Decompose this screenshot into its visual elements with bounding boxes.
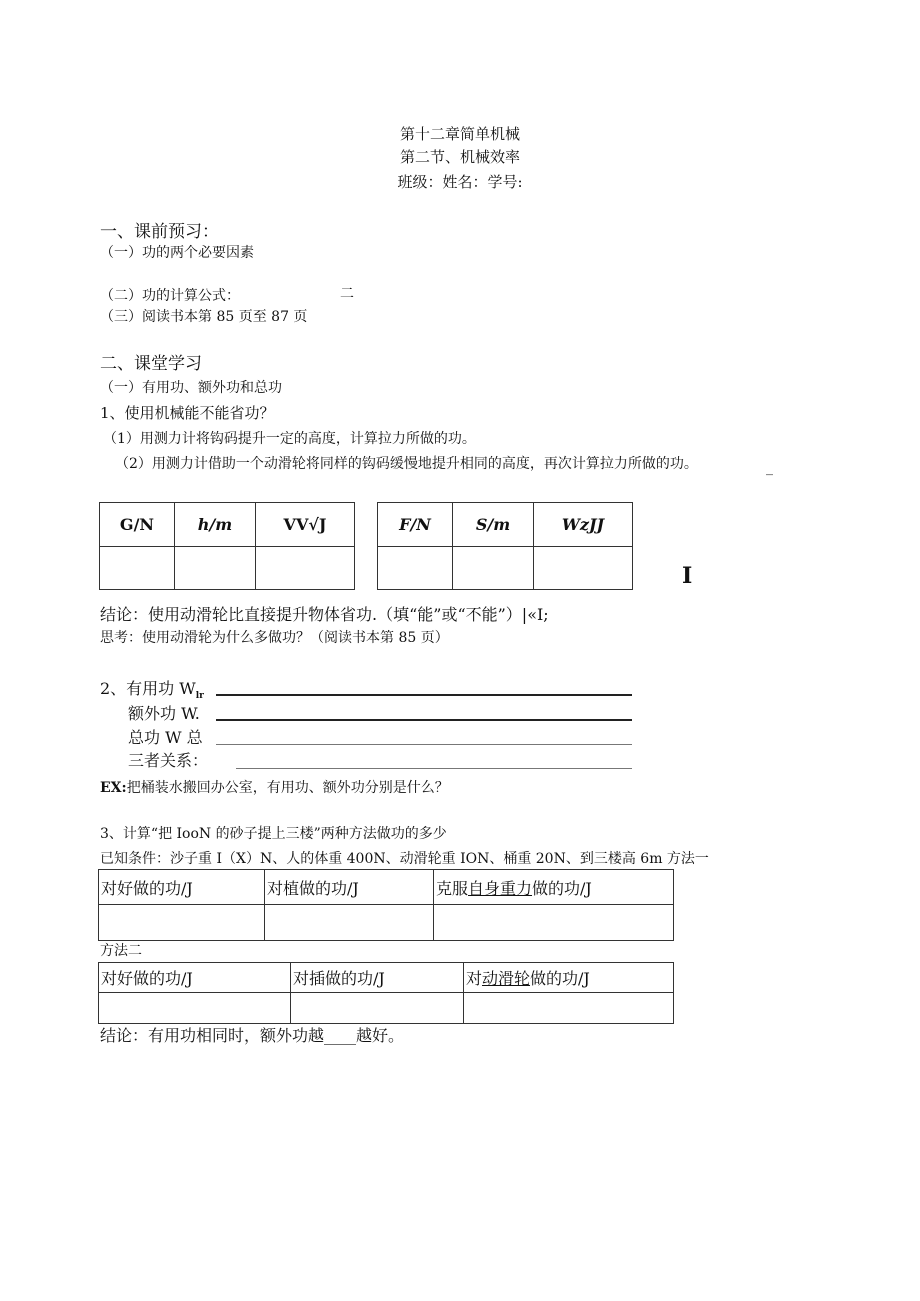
- method2-header-2: 对插做的功/J: [291, 963, 464, 993]
- method1-cell-1[interactable]: [99, 905, 265, 941]
- think-question: 思考：使用动滑轮为什么多做功？（阅读书本第 85 页）: [100, 630, 449, 646]
- example-label: EX:: [100, 780, 127, 796]
- stray-mark: I: [682, 563, 693, 589]
- part1-q3: （三）阅读书本第 85 页至 87 页: [100, 309, 308, 325]
- extra-work-blank[interactable]: [216, 719, 632, 721]
- part2-q1: 1、使用机械能不能省功？: [100, 404, 275, 422]
- method2-label: 方法二: [100, 943, 142, 959]
- relation-blank[interactable]: [236, 768, 632, 769]
- table1-header-w: VV√J: [256, 503, 355, 547]
- method2-header-3: [464, 963, 674, 993]
- method1-header-1: 对好做的功/J: [99, 870, 265, 905]
- table2-header-w: WzJJ: [534, 503, 633, 547]
- method1-cell-2[interactable]: [265, 905, 434, 941]
- measure-table-2: [377, 502, 633, 590]
- total-work-label: 总功 W 总: [128, 728, 203, 747]
- student-info-line: 班级：姓名：学号:: [397, 173, 523, 191]
- method2-cell-1[interactable]: [99, 993, 291, 1024]
- method2-cell-3[interactable]: [464, 993, 674, 1024]
- table2-header-f: F/N: [378, 503, 453, 547]
- total-work-blank[interactable]: [216, 744, 632, 745]
- useful-work-subscript: lr: [195, 691, 204, 702]
- relation-label: 三者关系：: [128, 751, 209, 770]
- part1-title: 一、课前预习：: [100, 222, 219, 242]
- table2-cell-f[interactable]: [378, 547, 453, 590]
- method1-cell-3[interactable]: [434, 905, 674, 941]
- example-text: 把桶装水搬回办公室，有用功、额外功分别是什么？: [126, 780, 449, 796]
- useful-work-text: 2、有用功 W: [100, 679, 196, 698]
- measure-table-1: [99, 502, 355, 590]
- method1-header-2: 对植做的功/J: [265, 870, 434, 905]
- table2-cell-w[interactable]: [534, 547, 633, 590]
- table1-cell-h[interactable]: [175, 547, 256, 590]
- part1-q1: （一）功的两个必要因素: [100, 245, 254, 261]
- method1-header-3-post: 做的功/J: [532, 878, 592, 898]
- part2-title: 二、课堂学习: [100, 354, 202, 374]
- conclusion-2: 结论：有用功相同时，额外功越____越好。: [100, 1026, 405, 1045]
- extra-work-label: 额外功 W.: [128, 704, 200, 723]
- table1-cell-g[interactable]: [100, 547, 175, 590]
- part2-q1b: （2）用测力计借助一个动滑轮将同样的钩码缓慢地提升相同的高度，再次计算拉力所做的功。: [115, 456, 698, 472]
- part2-sub1: （一）有用功、额外功和总功: [100, 380, 282, 396]
- table1-cell-w[interactable]: [256, 547, 355, 590]
- method2-header-3-post: 做的功/J: [530, 969, 590, 988]
- table1-header-g: G/N: [100, 503, 175, 547]
- conclusion-1: 结论：使用动滑轮比直接提升物体省功.（填“能”或“不能”）|«I;: [100, 605, 549, 624]
- table2-header-s: S/m: [453, 503, 534, 547]
- known-conditions: 已知条件：沙子重 I（X）N、人的体重 400N、动滑轮重 ION、桶重 20N、到三楼高 6m 方法一: [100, 851, 709, 867]
- example-question: [100, 780, 449, 797]
- chapter-title: 第十二章简单机械: [399, 125, 520, 143]
- useful-work-label: [100, 679, 204, 702]
- part2-q1a: （1）用测力计将钩码提升一定的高度，计算拉力所做的功。: [103, 431, 476, 447]
- useful-work-blank[interactable]: [216, 694, 632, 696]
- section-title: 第二节、机械效率: [399, 148, 520, 166]
- part2-q1b-tail: _: [766, 460, 773, 476]
- table1-header-h: h/m: [175, 503, 256, 547]
- part2-q3: 3、计算“把 IooN 的砂子提上三楼”两种方法做功的多少: [100, 826, 447, 842]
- method1-table: [98, 869, 674, 941]
- table2-cell-s[interactable]: [453, 547, 534, 590]
- method1-header-3-pre: 克服: [436, 878, 469, 898]
- part1-q2: （二）功的计算公式：: [100, 288, 240, 304]
- method1-header-3-underlined: 自身重力: [468, 878, 533, 898]
- method2-table: [98, 962, 674, 1024]
- part1-q2-blank: 二: [340, 286, 354, 302]
- method2-header-3-underlined: 动滑轮: [482, 969, 531, 988]
- method1-header-3: [434, 870, 674, 905]
- method2-header-1: 对好做的功/J: [99, 963, 291, 993]
- method2-cell-2[interactable]: [291, 993, 464, 1024]
- method2-header-3-pre: 对: [466, 969, 483, 988]
